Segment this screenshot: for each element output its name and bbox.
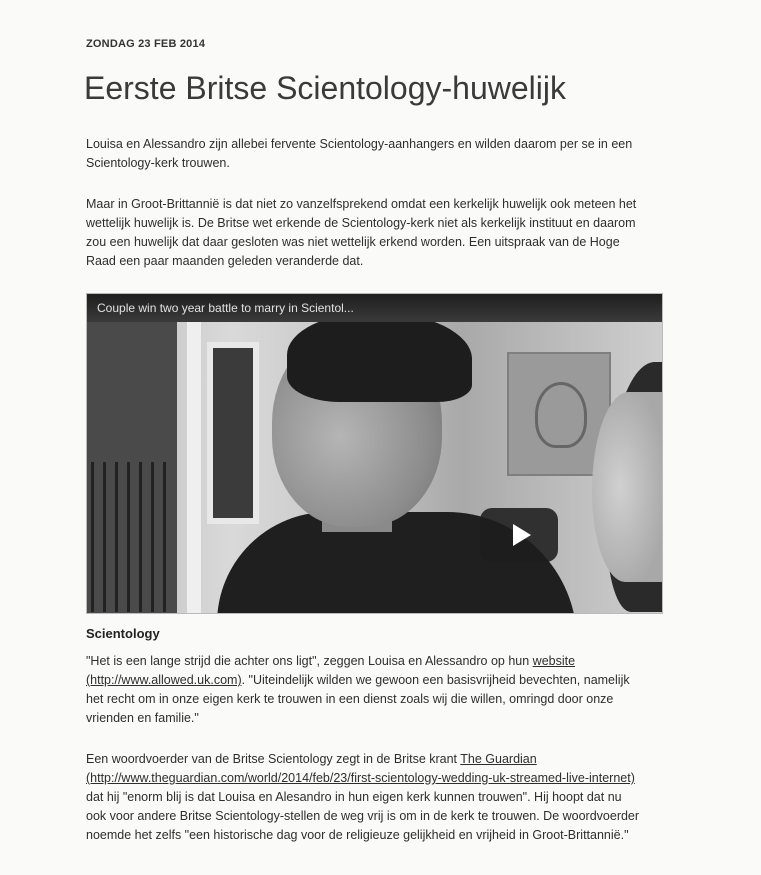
text-fragment: Een woordvoerder van de Britse Scientology zegt in de Britse krant [86,752,461,766]
woman-face [592,392,662,582]
article-date: ZONDAG 23 FEB 2014 [86,38,206,50]
text-line [86,750,686,769]
text-fragment: . "Uiteindelijk wilden we gewoon een basisvrijheid bevechten, namelijk [241,673,630,687]
intro-paragraph [86,135,686,173]
text-line: noemde het zelfs "een historische dag voor de religieuze gelijkheid en vrijheid in Groot-Brittannië." [86,828,629,842]
video-embed[interactable] [86,293,663,614]
play-button[interactable] [480,508,558,562]
text-line: wettelijk huwelijk is. De Britse wet erkende de Scientology-kerk niet als kerkelijk instituut en daarom [86,216,636,230]
text-line: vrienden en familie." [86,711,199,725]
website-url-link[interactable]: (http://www.allowed.uk.com) [86,673,242,687]
text-line: dat hij "enorm blij is dat Louisa en Alesandro in hun eigen kerk kunnen trouwen". Hij hoopt dat nu [86,790,622,804]
paragraph-two [86,195,686,271]
text-line: Raad een paar maanden geleden veranderde dat. [86,254,364,268]
play-icon [513,524,531,546]
video-title-bar[interactable] [87,294,662,322]
article-title: Eerste Britse Scientology-huwelijk [84,70,566,106]
text-line: het recht om in onze eigen kerk te trouwen in een dienst zoals wij die willen, omringd door onze [86,692,614,706]
guardian-link[interactable]: The Guardian [460,752,537,766]
paragraph-four [86,750,686,845]
video-thumbnail[interactable] [87,322,662,613]
text-line: Maar in Groot-Brittannië is dat niet zo vanzelfsprekend omdat een kerkelijk huwelijk ook meteen het [86,197,637,211]
guardian-url-link[interactable]: (http://www.theguardian.com/world/2014/feb/23/first-scientology-wedding-uk-streamed-live-internet) [86,771,635,785]
pillar [187,322,201,614]
video-title[interactable]: Couple win two year battle to marry in Scientol... [97,301,354,315]
text-line [86,652,686,671]
text-line: ook voor andere Britse Scientology-stellen de weg vrij is om in de kerk te trouwen. De woordvoerder [86,809,640,823]
text-line: Scientology-kerk trouwen. [86,156,230,170]
text-line [86,769,686,788]
text-fragment: "Het is een lange strijd die achter ons ligt", zeggen Louisa en Alessandro op hun [86,654,533,668]
text-line: Louisa en Alessandro zijn allebei fervente Scientology-aanhangers en wilden daarom per se in een [86,137,633,151]
section-heading: Scientology [86,626,160,641]
text-line: zou een huwelijk dat daar gesloten was niet wettelijk erkend worden. Een uitspraak van de Hoge [86,235,620,249]
window [207,342,259,524]
paragraph-three [86,652,686,728]
website-link[interactable]: website [532,654,576,668]
railing [91,462,171,612]
emblem-icon [535,382,587,448]
man-hair [287,312,472,402]
text-line [86,671,686,690]
